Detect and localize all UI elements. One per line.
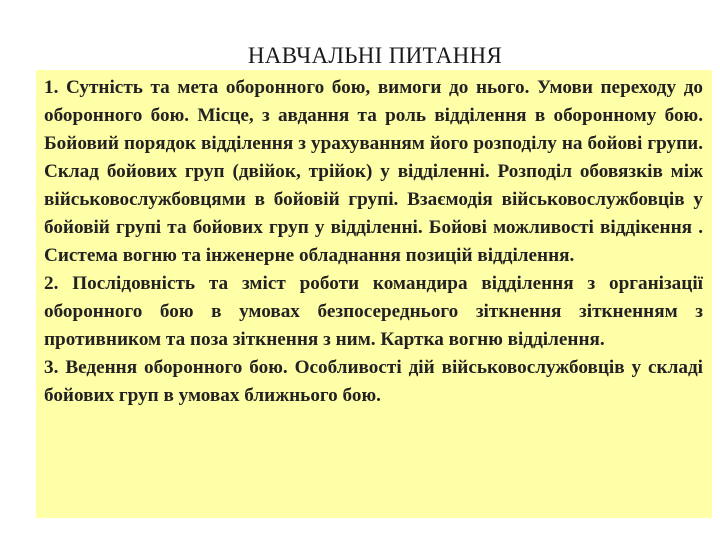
topic-item-3: 3. Ведення оборонного бою. Особливості дій військовослужбовців у складі бойових груп в умовах ближнього бою.	[44, 357, 703, 406]
topic-item-2: 2. Послідовність та зміст роботи командира відділення з організації оборонного бою в умовах безпосереднього зіткнення зіткненням з противником та поза зіткнення з ним. Картка вогню відділення.	[44, 273, 703, 350]
slide-title: НАВЧАЛЬНІ ПИТАННЯ	[247, 43, 503, 69]
topic-item-1: 1. Сутність та мета оборонного бою, вимоги до нього. Умови переходу до оборонного бою. Місце, з авдання та роль відділення в оборонному бою. Бойовий порядок відділення з урахуванням його розподілу на бойові групи. Склад бойових груп (двійок, трійок) у відділенні. Розподіл обовязків між військовослужбовцями в бойовій групі. Взаємодія військовослужбовців у бойовій групі та бойових груп у відділенні. Бойові можливості віддікення . Система вогню та інженерне обладнання позицій відділення.	[44, 77, 703, 266]
topics-list	[44, 74, 703, 410]
